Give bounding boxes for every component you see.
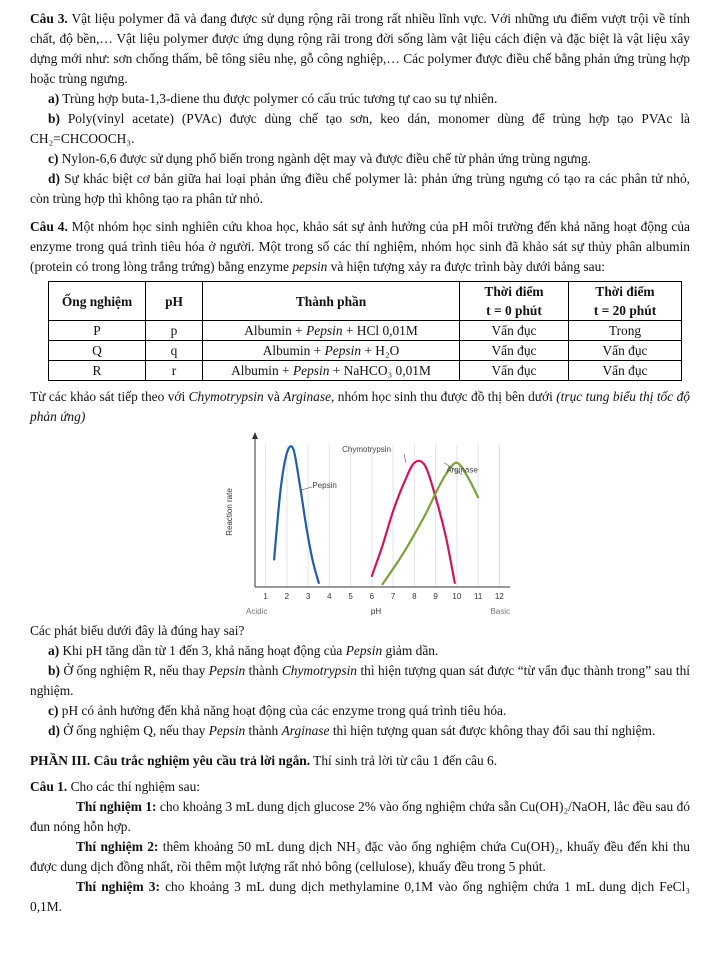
part3-heading: PHẦN III. Câu trắc nghiệm yêu cầu trả lời ngắn. Thí sinh trả lời từ câu 1 đến câu 6. bbox=[30, 753, 498, 768]
x-tick-label: 2 bbox=[284, 592, 290, 601]
x-tick-label: 11 bbox=[473, 592, 483, 601]
enzyme-ph-chart bbox=[210, 429, 540, 619]
x-axis-label: pH bbox=[370, 607, 382, 616]
x-tick-label: 7 bbox=[390, 592, 396, 601]
q4-chart-intro: Từ các khảo sát tiếp theo với Chymotrypsin và Arginase, nhóm học sinh thu được đồ thị bên dưới (trục tung biểu thị tốc độ phản ứng) bbox=[30, 389, 690, 424]
table-header: t = 0 phút bbox=[460, 301, 569, 321]
table-header-row bbox=[49, 282, 682, 302]
x-axis-acidic-label: Acidic bbox=[246, 607, 268, 616]
q1-experiment-1: Thí nghiệm 1: cho khoảng 3 mL dung dịch glucose 2% vào ống nghiệm chứa sẵn Cu(OH)₂/NaOH, lắc đều sau đó đun nóng hỗn hợp. bbox=[30, 799, 690, 834]
q1-experiment-3: Thí nghiệm 3: cho khoảng 3 mL dung dịch methylamine 0,1M vào ống nghiệm chứa 1 mL dung dịch FeCl₃ 0,1M. bbox=[30, 879, 690, 914]
series-label-chymotrypsin: Chymotrypsin bbox=[342, 444, 392, 454]
q4-statement-b: b) Ở ống nghiệm R, nếu thay Pepsin thành Chymotrypsin thì hiện tượng quan sát được “từ vẩn đục thành trong” sau thí nghiệm. bbox=[30, 663, 690, 698]
y-axis-label: Reaction rate bbox=[225, 488, 234, 536]
chart-svg bbox=[210, 429, 540, 619]
q4-intro: Câu 4. Một nhóm học sinh nghiên cứu khoa học, khảo sát sự ảnh hưởng của pH môi trường đến khả năng hoạt động của enzyme trong quá trình tiêu hóa ở người. Một trong số các thí nghiệm, nhóm học sinh đã khảo sát sự thủy phân albumin (protein có trong lòng trắng trứng) bằng enzyme pepsin và hiện tượng xảy ra được trình bày dưới bảng sau: bbox=[30, 219, 690, 274]
table-row: P p Albumin + Pepsin + HCl 0,01M Vẩn đục Trong bbox=[49, 321, 682, 341]
table-header: Thời điểm bbox=[460, 282, 569, 302]
q3-statement-a: a) Trùng hợp buta-1,3-diene thu được polymer có cấu trúc tương tự cao su tự nhiên. bbox=[48, 91, 498, 106]
q4-question: Các phát biểu dưới đây là đúng hay sai? bbox=[30, 623, 245, 638]
x-tick-label: 6 bbox=[369, 592, 375, 601]
x-tick-label: 9 bbox=[433, 592, 438, 601]
table-header: Thời điểm bbox=[569, 282, 682, 302]
q1-intro: Câu 1. Cho các thí nghiệm sau: bbox=[30, 779, 200, 794]
q4-statement-c: c) pH có ảnh hưởng đến khả năng hoạt động của các enzyme trong quá trình tiêu hóa. bbox=[48, 703, 507, 718]
q4-statement-a: a) Khi pH tăng dần từ 1 đến 3, khả năng hoạt động của Pepsin giảm dần. bbox=[48, 643, 439, 658]
table-row: R r Albumin + Pepsin + NaHCO₃ 0,01M Vẩn đục Vẩn đục bbox=[49, 361, 682, 381]
y-axis-arrow-icon bbox=[252, 432, 258, 439]
series-label-pepsin: Pepsin bbox=[312, 480, 337, 490]
series-line-pepsin bbox=[274, 446, 319, 583]
x-tick-label: 5 bbox=[348, 592, 353, 601]
table-header: t = 20 phút bbox=[569, 301, 682, 321]
table-header: Ống nghiệm bbox=[49, 282, 146, 321]
x-tick-label: 1 bbox=[263, 592, 268, 601]
q3-statement-d: d) Sự khác biệt cơ bản giữa hai loại phản ứng điều chế polymer là: phản ứng trùng ngưng có tạo ra các phân tử nhỏ, còn trùng hợp thì không tạo ra phân tử nhỏ. bbox=[30, 171, 690, 206]
x-tick-label: 10 bbox=[452, 592, 462, 601]
legend-leader-line bbox=[404, 454, 406, 463]
table-header: Thành phần bbox=[203, 282, 460, 321]
q1-experiment-2: Thí nghiệm 2: thêm khoảng 50 mL dung dịch NH₃ đặc vào ống nghiệm chứa Cu(OH)₂, khuấy đều đến khi thu được dung dịch đồng nhất, rồi thêm một lượng rất nhỏ bông (cellulose), khuấy đều trong 5 phút. bbox=[30, 839, 690, 874]
x-tick-label: 8 bbox=[412, 592, 417, 601]
x-axis-basic-label: Basic bbox=[490, 607, 510, 616]
x-tick-label: 4 bbox=[327, 592, 332, 601]
q4-statement-d: d) Ở ống nghiệm Q, nếu thay Pepsin thành Arginase thì hiện tượng quan sát được không thay đổi sau thí nghiệm. bbox=[48, 723, 656, 738]
document-page bbox=[30, 6, 690, 917]
q3-statement-b: b) Poly(vinyl acetate) (PVAc) được dùng chế tạo sơn, keo dán, monomer dùng để trùng hợp tạo PVAc là CH₂=CHCOOCH₃. bbox=[30, 111, 690, 146]
x-tick-label: 12 bbox=[494, 592, 504, 601]
q3-statement-c: c) Nylon-6,6 được sử dụng phổ biến trong ngành dệt may và được điều chế từ phản ứng trùng ngưng. bbox=[48, 151, 592, 166]
series-label-arginase: Arginase bbox=[446, 465, 478, 475]
table-header: pH bbox=[146, 282, 203, 321]
experiment-table bbox=[48, 281, 682, 381]
table-row: Q q Albumin + Pepsin + H₂O Vẩn đục Vẩn đục bbox=[49, 341, 682, 361]
q3-intro: Câu 3. Vật liệu polymer đã và đang được sử dụng rộng rãi trong rất nhiều lĩnh vực. Với những ưu điểm vượt trội về tính chất, độ bền,… Vật liệu polymer được ứng dụng rộng rãi trong đời sống làm vật liệu cách điện và đặc biệt là vật liệu xây dựng mới như: sơn chống thấm, bê tông siêu nhẹ, gỗ công nghiệp,… Các polymer được điều chế bằng phản ứng trùng hợp hoặc trùng ngưng. bbox=[30, 11, 690, 86]
x-tick-label: 3 bbox=[305, 592, 311, 601]
